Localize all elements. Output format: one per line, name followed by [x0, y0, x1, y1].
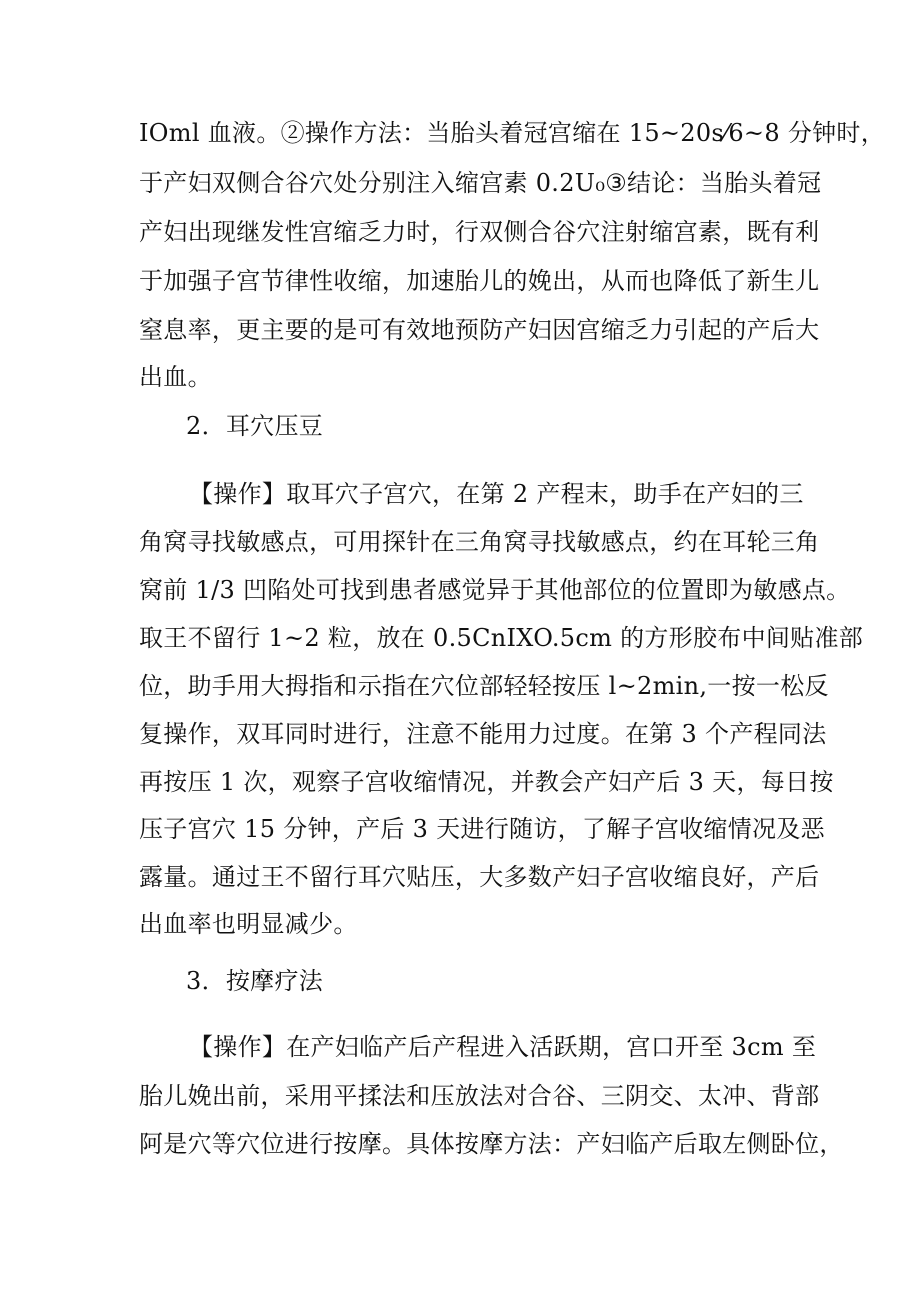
text-line-15: 压子宫穴 15 分钟，产后 3 天进行随访，了解子宫收缩情况及恶	[139, 815, 825, 843]
text-line-1: IOml 血液。②操作方法：当胎头着冠宫缩在 15~20s⁄6~8 分钟时，	[139, 119, 886, 147]
text-line-3: 产妇出现继发性宫缩乏力时，行双侧合谷穴注射缩宫素，既有利	[139, 218, 820, 246]
text-line-9: 角窝寻找敏感点，可用探针在三角窝寻找敏感点，约在耳轮三角	[139, 528, 820, 556]
text-line-21: 阿是穴等穴位进行按摩。具体按摩方法：产妇临产后取左侧卧位，	[139, 1130, 844, 1158]
section-heading-ear-acupoint: 2．耳穴压豆	[186, 412, 324, 440]
text-line-19: 【操作】在产妇临产后产程进入活跃期，宫口开至 3cm 至	[189, 1033, 817, 1061]
section-heading-massage-therapy: 3．按摩疗法	[186, 967, 324, 995]
text-line-12: 位，助手用大拇指和示指在穴位部轻轻按压 l~2min,一按一松反	[139, 672, 829, 700]
text-line-6: 出血。	[139, 363, 212, 391]
text-line-10: 窝前 1/3 凹陷处可找到患者感觉异于其他部位的位置即为敏感点。	[139, 576, 851, 604]
text-line-17: 出血率也明显减少。	[139, 910, 358, 938]
text-line-11: 取王不留行 1~2 粒，放在 0.5CnIXO.5cm 的方形胶布中间贴准部	[139, 624, 864, 652]
text-line-2: 于产妇双侧合谷穴处分别注入缩宫素 0.2U₀③结论：当胎头着冠	[139, 169, 822, 197]
text-line-14: 再按压 1 次，观察子宫收缩情况，并教会产妇产后 3 天，每日按	[139, 768, 834, 796]
text-line-20: 胎儿娩出前，采用平揉法和压放法对合谷、三阴交、太冲、背部	[139, 1082, 820, 1110]
text-line-16: 露量。通过王不留行耳穴贴压，大多数产妇子宫收缩良好，产后	[139, 863, 820, 891]
text-line-13: 复操作，双耳同时进行，注意不能用力过度。在第 3 个产程同法	[139, 720, 827, 748]
text-line-5: 窒息率，更主要的是可有效地预防产妇因宫缩乏力引起的产后大	[139, 316, 820, 344]
text-line-8: 【操作】取耳穴子宫穴，在第 2 产程末，助手在产妇的三	[189, 480, 804, 508]
text-line-4: 于加强子宫节律性收缩，加速胎儿的娩出，从而也降低了新生儿	[139, 267, 820, 295]
